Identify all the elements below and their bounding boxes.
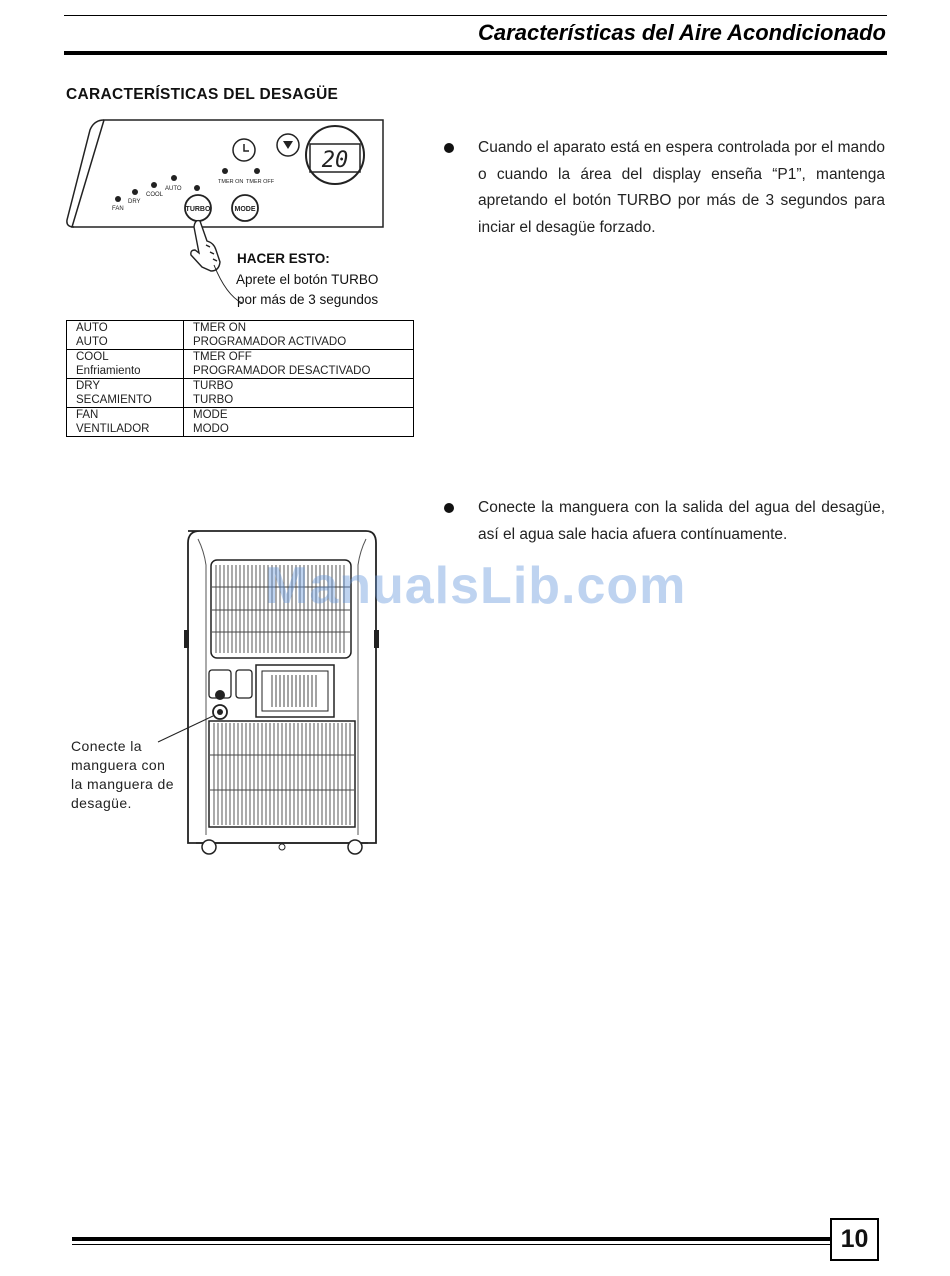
timer-on-label: TMER ON [218, 179, 244, 185]
pointing-hand-icon [191, 221, 220, 271]
mode-auto-label: AUTO [165, 186, 182, 192]
callout-title: HACER ESTO: [237, 251, 330, 266]
svg-text:MODE: MODE [234, 206, 256, 213]
section-heading: CARACTERÍSTICAS DEL DESAGÜE [66, 86, 339, 103]
watermark: ManualsLib.com [265, 557, 687, 615]
table-row: AUTO AUTO TMER ON PROGRAMADOR ACTIVADO [67, 321, 414, 350]
svg-text:TURBO: TURBO [185, 206, 211, 213]
mode-cool-label: COOL [146, 192, 164, 198]
control-panel-illustration [64, 115, 414, 315]
bullet-icon [444, 503, 454, 513]
header-rule-thick [64, 51, 887, 55]
mode-dry-label: DRY [128, 199, 141, 205]
table-row: DRY SECAMIENTO TURBO TURBO [67, 379, 414, 408]
wheel-icon [202, 840, 216, 854]
footer-rule-thin [72, 1244, 832, 1245]
page-number: 10 [830, 1218, 879, 1261]
timer-off-label: TMER OFF [246, 179, 275, 185]
footer-rule-thick [72, 1237, 832, 1241]
instruction-paragraph-1: Cuando el aparato está en espera controlada por el mando o cuando la área del display enseña “P1”, mantenga apretando el botón TURBO por más de 3 segundos para inciar el desagüe forzado. [478, 139, 885, 236]
display-value: 20 [321, 148, 349, 173]
page-header-title: Características del Aire Acondicionado [478, 20, 886, 45]
callout-line-1: Aprete el botón TURBO [236, 272, 379, 287]
wheel-icon [348, 840, 362, 854]
table-row: FAN VENTILADOR MODE MODO [67, 408, 414, 437]
callout-line-2: por más de 3 segundos [237, 292, 379, 307]
instruction-paragraph-2: Conecte la manguera con la salida del agua del desagüe, así el agua sale hacia afuera contínuamente. [478, 499, 885, 543]
header-rule-thin [64, 15, 887, 16]
bullet-icon [444, 143, 454, 153]
table-row: COOL Enfriamiento TMER OFF PROGRAMADOR DESACTIVADO [67, 350, 414, 379]
mode-fan-label: FAN [112, 206, 124, 212]
exhaust-outlet [256, 665, 334, 717]
unit-caption: Conecte la manguera con la manguera de desagüe. [71, 738, 174, 811]
legend-table [66, 320, 414, 437]
